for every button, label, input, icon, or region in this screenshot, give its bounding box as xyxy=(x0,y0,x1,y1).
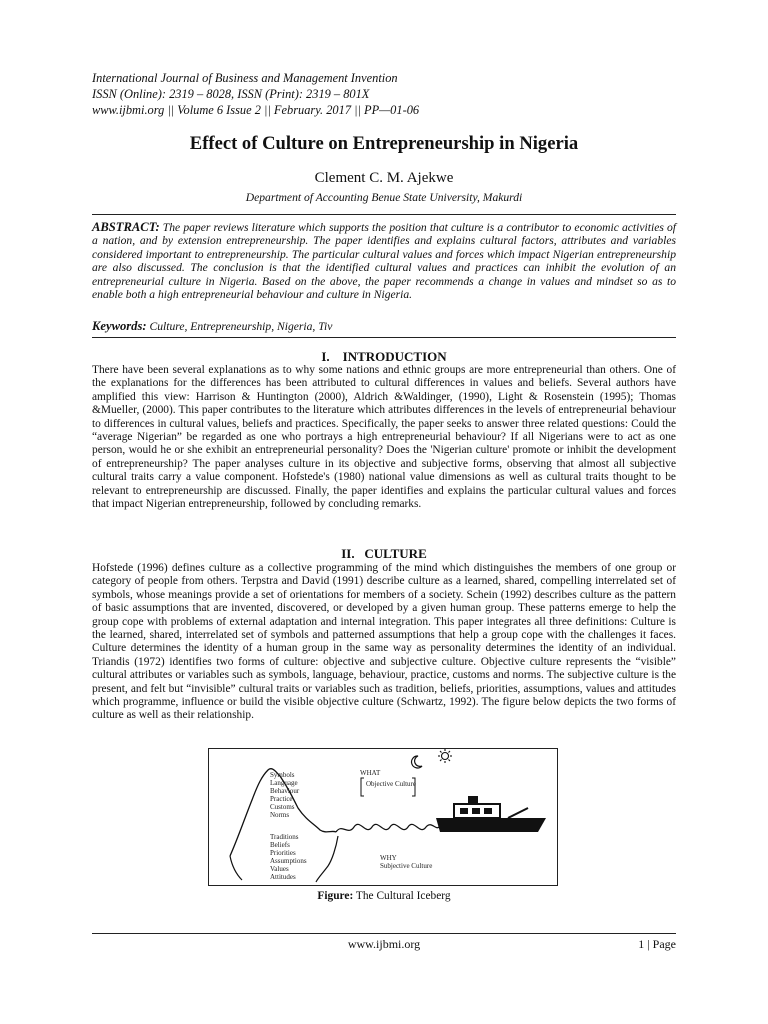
section-heading-culture: II. CULTURE xyxy=(341,546,427,561)
culture-text: Hofstede (1996) defines culture as a collective programming of the mind which distinguishes the members of one group or category of people from others. Terpstra and David (1991) describe culture as a learned, shared, compelling interrelated set of symbols, whose meanings provide a set of orientations for members of a society. Schein (1992) describes culture as the pattern of basic assumptions that are invented, discovered, or developed by a given human group. These patterns emerge to help the group cope with problems of external adaptation and internal integration. This paper integrates all three definitions: Culture is the learned, shared, interrelated set of symbols and patterned assumptions that help a group cope with the challenges it faces. Culture determines the identity of a human group in the same way as personality determines the identity of an individual. Triandis (1972) identifies two forms of culture: objective and subjective culture. Objective culture represents the “visible” cultural attributes or variables such as symbols, language, behaviour, practice, customs and norms. The subjective culture is the present, and felt but “invisible” cultural traits or variables such as tradition, beliefs, priorities, assumptions, values and attitudes which programme, influence or build the visible objective culture (Schwartz, 1992). The figure below depicts the two forms of culture as well as their relationship. xyxy=(92,562,676,722)
invisible-item: Values xyxy=(270,865,289,873)
visible-item: Customs xyxy=(270,803,295,811)
invisible-item: Attitudes xyxy=(270,873,296,881)
what-label: WHAT xyxy=(360,769,381,777)
invisible-item: Traditions xyxy=(270,833,299,841)
abstract-text: The paper reviews literature which supports the position that culture is a contributor to economic activities of a nation, and by extension entrepreneurship. The paper identifies and explains cultural factors, attributes and variables considered important to entrepreneurship. The particular cultural values and forces which impact Nigerian entrepreneurship are also discussed. The conclusion is that the identified cultural values and practices can inhibit the evolution of an entrepreneurial culture in Nigeria. Based on the above, the paper recommends a change in values and mindset so as to enable both a high entrepreneurial behaviour and culture in Nigeria. xyxy=(92,221,676,302)
journal-issn: ISSN (Online): 2319 – 8028, ISSN (Print): 2319 – 801X xyxy=(92,87,370,101)
journal-volume-line: www.ijbmi.org || Volume 6 Issue 2 || February. 2017 || PP—01-06 xyxy=(92,103,420,117)
why-label: WHY xyxy=(380,854,397,862)
keywords-label: Keywords: xyxy=(92,319,147,333)
section-heading-introduction: I. INTRODUCTION xyxy=(321,349,447,364)
subjective-culture-label: Subjective Culture xyxy=(380,862,433,870)
footer-rule xyxy=(92,933,676,934)
keywords xyxy=(92,319,676,334)
iceberg-diagram xyxy=(208,748,558,886)
introduction-text: There have been several explanations as to why some nations and ethnic groups are more entrepreneurial than others. One of the explanations for the differences has been attributed to cultural differences in values and beliefs. Several authors have amplified this view: Harrison & Huntington (2000), Aldrich &Waldinger, (1990), Light & Rosenstein (1995); Thomas &Mueller, (2000). This paper contributes to the literature which attributes differences in the levels of entrepreneurial behaviour to differences in cultural values, beliefs and practices. Specifically, the paper seeks to answer three related questions: Could the “average Nigerian” be regarded as one who portrays a high entrepreneurial behaviour? If all Nigerians were to act as one person, would he or she exhibit an entrepreneurial personality? Does the 'Nigerian culture' promote or inhibit the development of entrepreneurship? The paper analyses culture in its objective and subjective forms, observing that almost all subjective cultural traits carry a value component. Hofstede's (1980) national value dimensions as well as cultural traits thought to be relevant to entrepreneurship are discussed. Finally, the paper identifies and explains the particular cultural values and forces that impact Nigerian entrepreneurship, followed by concluding remarks. xyxy=(92,364,676,511)
paper-author: Clement C. M. Ajekwe xyxy=(314,170,454,186)
paper-title: Effect of Culture on Entrepreneurship in Nigeria xyxy=(189,133,579,154)
invisible-item: Priorities xyxy=(270,849,296,857)
journal-name: International Journal of Business and Management Invention xyxy=(92,71,398,85)
figure-caption-label: Figure: xyxy=(317,890,354,902)
invisible-item: Assumptions xyxy=(270,857,307,865)
visible-item: Symbols xyxy=(270,771,295,779)
author-department: Department of Accounting Benue State University, Makurdi xyxy=(245,191,523,204)
abstract-bottom-rule xyxy=(92,337,676,338)
keywords-text: Culture, Entrepreneurship, Nigeria, Tiv xyxy=(146,320,333,333)
cultural-iceberg-figure xyxy=(208,748,558,886)
abstract-top-rule xyxy=(92,214,676,215)
visible-item: Behaviour xyxy=(270,787,300,795)
visible-item: Practice xyxy=(270,795,293,803)
figure-caption xyxy=(92,890,676,902)
footer-url: www.ijbmi.org xyxy=(347,937,421,951)
invisible-item: Beliefs xyxy=(270,841,290,849)
abstract-label: ABSTRACT: xyxy=(92,220,160,234)
visible-item: Norms xyxy=(270,811,290,819)
footer-page-number: 1 | Page xyxy=(638,937,676,951)
figure-caption-text: The Cultural Iceberg xyxy=(353,890,451,902)
objective-culture-label: Objective Culture xyxy=(366,780,416,788)
abstract xyxy=(92,221,676,301)
visible-item: Language xyxy=(270,779,298,787)
journal-header xyxy=(92,70,419,118)
